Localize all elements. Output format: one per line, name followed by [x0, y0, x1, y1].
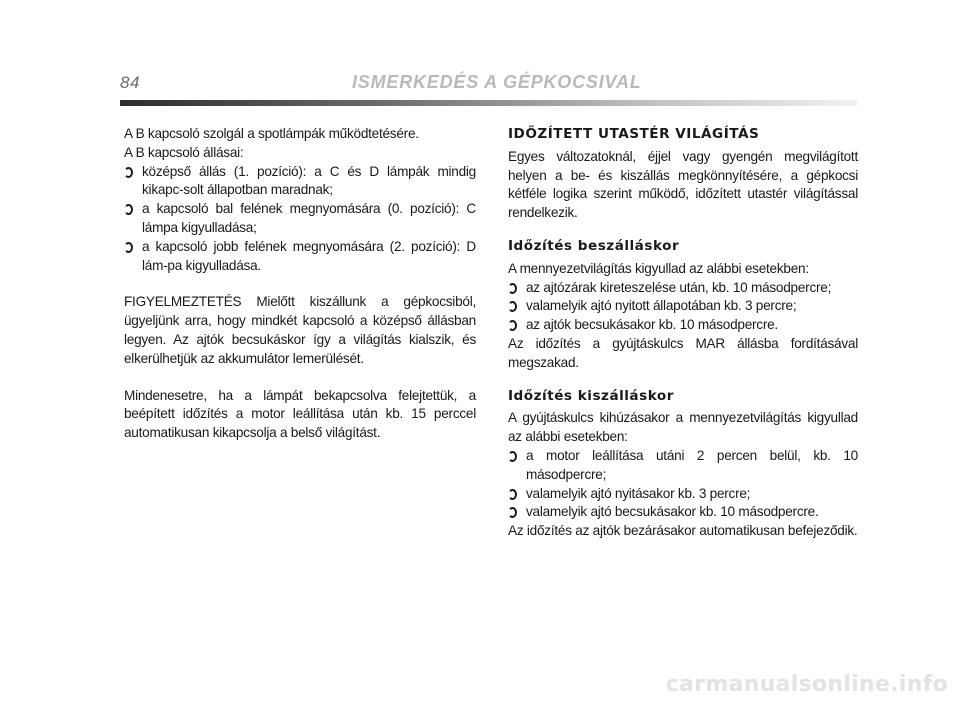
list-item: [124, 163, 476, 201]
list-item-text: valamelyik ajtó becsukásakor kb. 10 másodpercre.: [526, 504, 819, 520]
list-item: [508, 297, 858, 316]
bullet-circle-icon: [508, 489, 517, 500]
bullet-circle-icon: [508, 507, 517, 518]
list-item: [508, 279, 858, 298]
list-item-text: a kapcsoló bal felének megnyomására (0. pozíció): C lámpa kigyulladása;: [142, 201, 476, 235]
list-item: [508, 503, 858, 522]
paragraph: A mennyezetvilágítás kigyullad az alábbi esetekben:: [508, 260, 809, 276]
paragraph: A B kapcsoló állásai:: [124, 144, 244, 160]
list-item-text: valamelyik ajtó nyitásakor kb. 3 percre;: [526, 485, 751, 501]
paragraph: Mindenesetre, ha a lámpát bekapcsolva felejtettük, a beépített időzítés a motor leállítása után kb. 15 perccel automatikusan kikapcsolja a belső világítást.: [124, 387, 476, 441]
paragraph: A B kapcsoló szolgál a spotlámpák működtetésére.: [124, 126, 419, 141]
list-item: [508, 447, 858, 485]
list-item-text: a motor leállítása utáni 2 percen belül, kb. 10 másodpercre;: [526, 447, 858, 482]
bullet-circle-icon: [124, 242, 133, 253]
bullet-circle-icon: [508, 320, 517, 331]
bullet-list: [508, 447, 858, 522]
bullet-circle-icon: [508, 451, 517, 462]
paragraph: Egyes változatoknál, éjjel vagy gyengén megvilágított helyen a be- és kiszállás megkönnyítésére, a gépkocsi kétféle logika szerint működő, időzített utastér világítással rendelkezik.: [508, 148, 858, 221]
chapter-title: ISMERKEDÉS A GÉPKOCSIVAL: [352, 72, 642, 92]
list-item-text: az ajtózárak kireteszelése után, kb. 10 másodpercre;: [526, 279, 832, 295]
list-item-text: valamelyik ajtó nyitott állapotában kb. 3 percre;: [526, 298, 797, 314]
section-heading: IDŐZÍTETT UTASTÉR VILÁGÍTÁS: [508, 126, 760, 142]
paragraph: A gyújtáskulcs kihúzásakor a mennyezetvilágítás kigyullad az alábbi esetekben:: [508, 410, 858, 445]
warning-paragraph: FIGYELMEZTETÉS Mielőtt kiszállunk a gépkocsiból, ügyeljünk arra, hogy mindkét kapcsoló a középső állásban legyen. Az ajtók becsukáskor így a világítás kialszik, és elkerülhetjük az akkumulátor lemerülését.: [124, 294, 476, 366]
list-item: [124, 238, 476, 276]
bullet-circle-icon: [124, 167, 133, 178]
right-column: [508, 125, 858, 541]
bullet-circle-icon: [508, 283, 517, 294]
list-item: [508, 316, 858, 335]
left-column: [124, 125, 476, 443]
page-number: 84: [120, 73, 140, 92]
list-item-text: a kapcsoló jobb felének megnyomására (2. pozíció): D lám-pa kigyulladása.: [142, 238, 476, 273]
bullet-circle-icon: [124, 204, 133, 215]
bullet-list: [124, 163, 476, 276]
paragraph: Az időzítés a gyújtáskulcs MAR állásba fordításával megszakad.: [508, 335, 858, 370]
bullet-circle-icon: [508, 301, 517, 312]
list-item: [508, 485, 858, 504]
subsection-heading: Időzítés beszálláskor: [508, 237, 680, 254]
header-divider: [120, 100, 857, 106]
list-item-text: középső állás (1. pozíció): a C és D lámpák mindig kikapc-solt állapotban maradnak;: [142, 163, 476, 198]
watermark: carmanualsonline.info: [665, 672, 948, 697]
list-item-text: az ajtók becsukásakor kb. 10 másodpercre.: [526, 317, 778, 333]
paragraph: Az időzítés az ajtók bezárásakor automatikusan befejeződik.: [508, 523, 858, 539]
subsection-heading: Időzítés kiszálláskor: [508, 387, 674, 404]
list-item: [124, 200, 476, 238]
bullet-list: [508, 279, 858, 335]
page-header: [0, 0, 960, 110]
